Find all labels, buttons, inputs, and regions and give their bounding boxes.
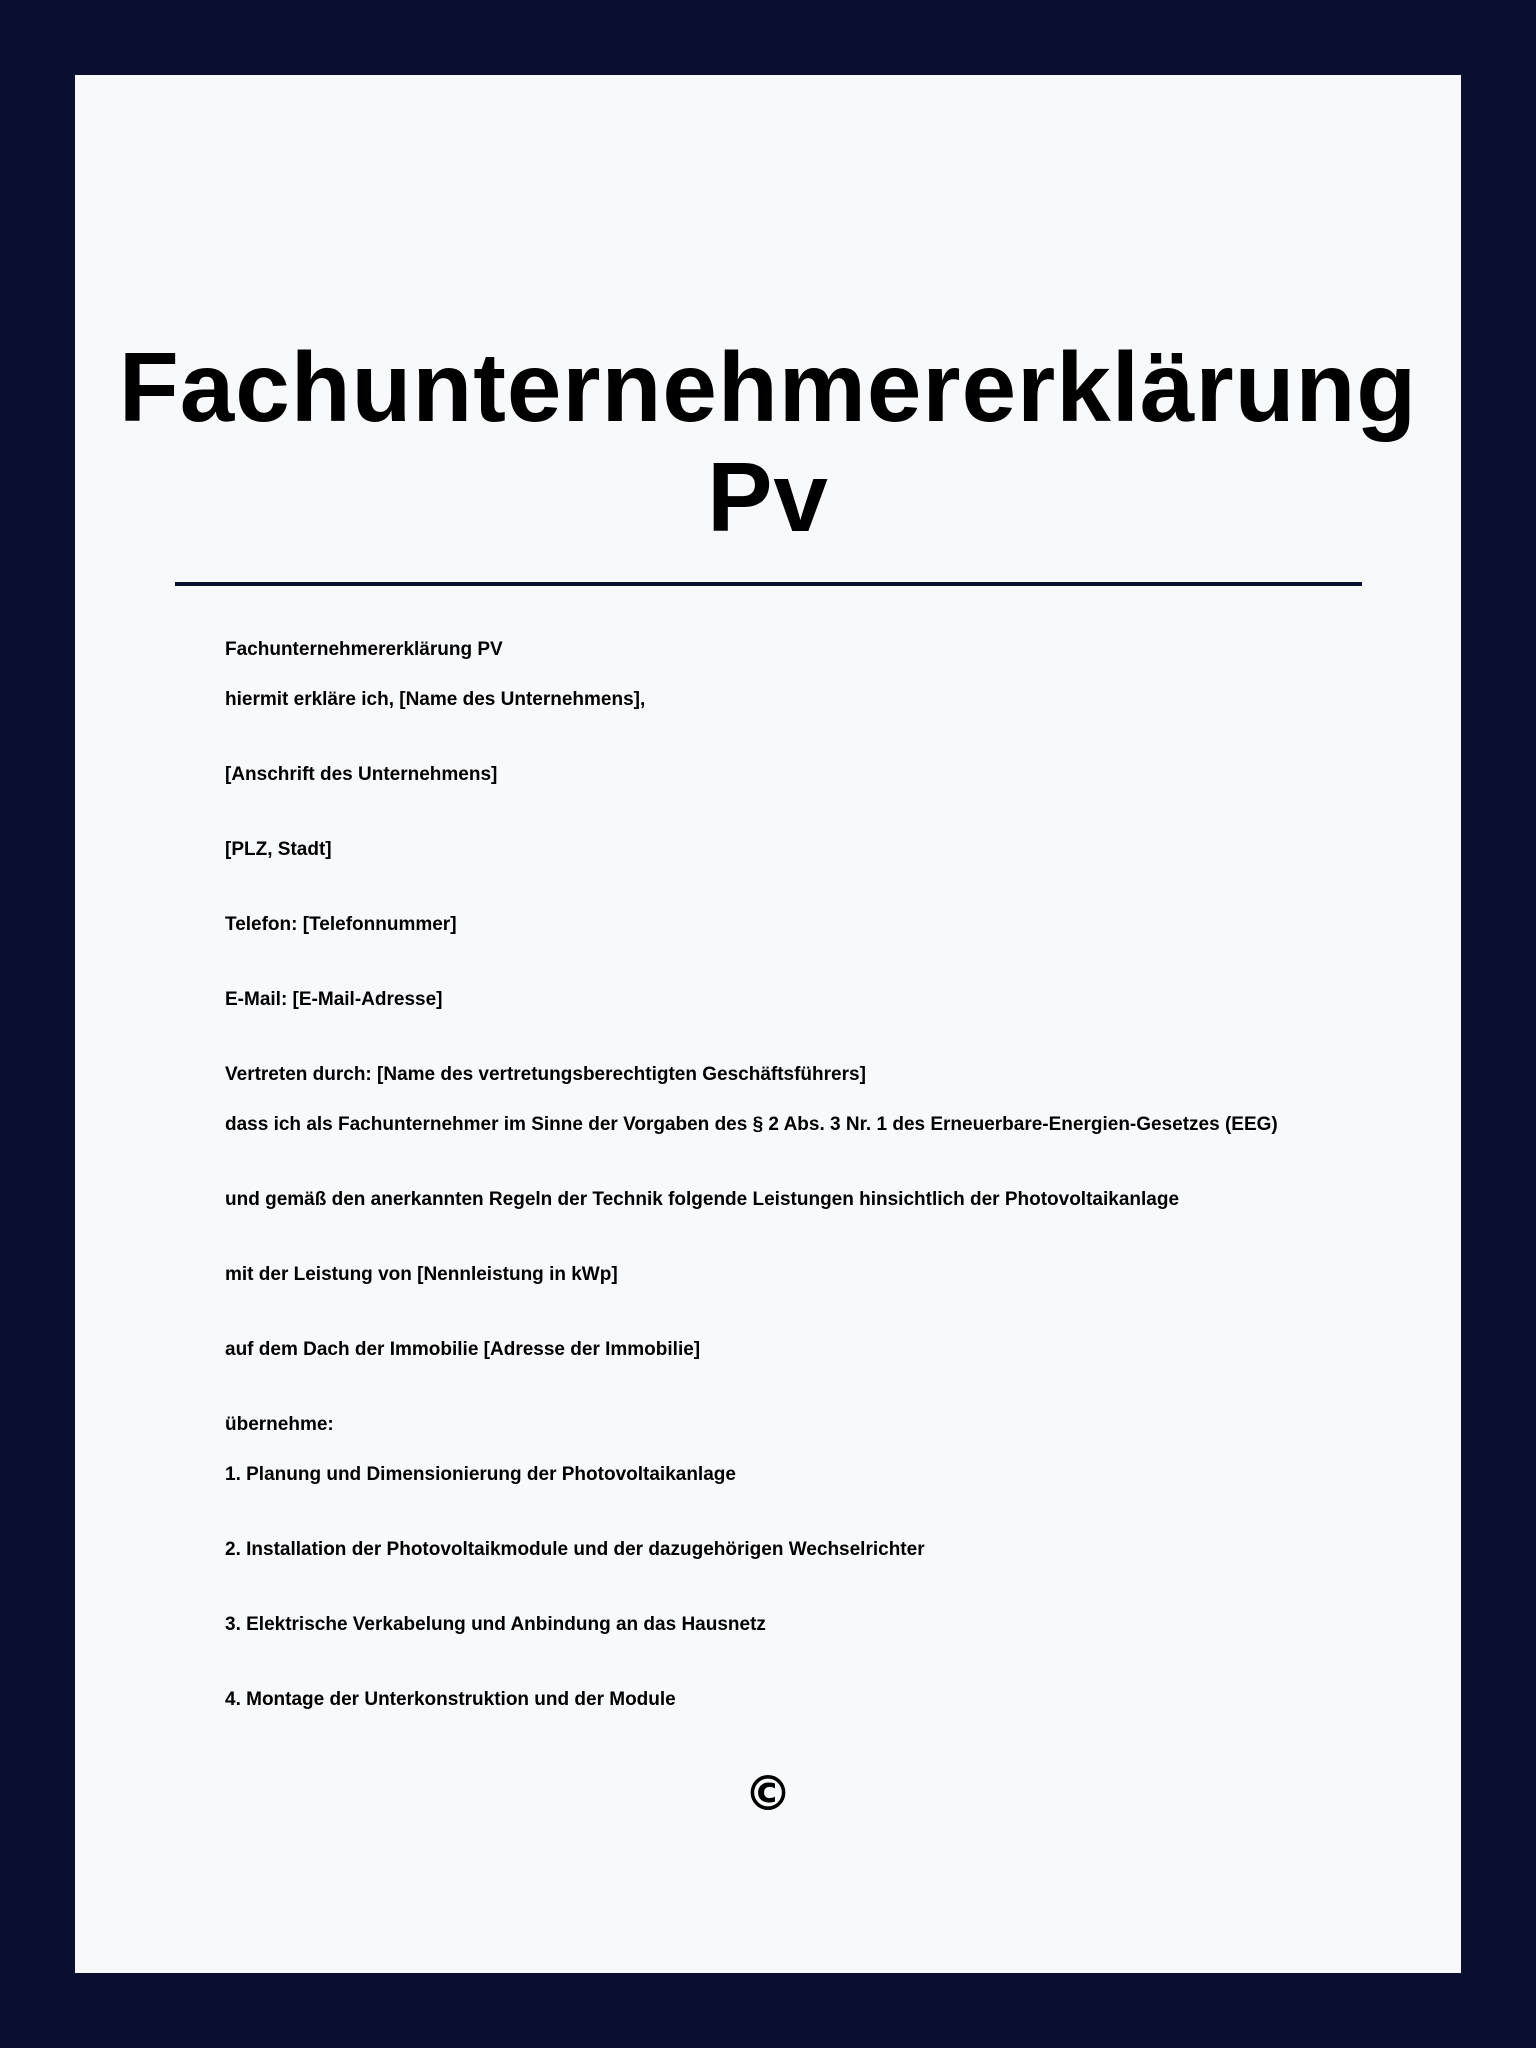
copyright-icon: © bbox=[744, 1766, 792, 1822]
body-line: 1. Planung und Dimensionierung der Photovoltaikanlage bbox=[225, 1464, 736, 1485]
body-line: E-Mail: [E-Mail-Adresse] bbox=[225, 989, 443, 1010]
body-line: 4. Montage der Unterkonstruktion und der Module bbox=[225, 1689, 676, 1710]
body-line: mit der Leistung von [Nennleistung in kWp] bbox=[225, 1264, 618, 1285]
body-line: auf dem Dach der Immobilie [Adresse der Immobilie] bbox=[225, 1339, 701, 1360]
document-title-line-1: Fachunternehmererklärung bbox=[118, 332, 1418, 442]
body-line: 2. Installation der Photovoltaikmodule und der dazugehörigen Wechselrichter bbox=[225, 1539, 925, 1560]
body-line: und gemäß den anerkannten Regeln der Technik folgende Leistungen hinsichtlich der Photovoltaikanlage bbox=[225, 1189, 1180, 1210]
body-line: [Anschrift des Unternehmens] bbox=[225, 764, 498, 785]
document-body bbox=[225, 637, 1375, 1713]
body-line: dass ich als Fachunternehmer im Sinne der Vorgaben des § 2 Abs. 3 Nr. 1 des Erneuerbare-Energien-Gesetzes (EEG) bbox=[225, 1114, 1278, 1135]
body-line: 3. Elektrische Verkabelung und Anbindung an das Hausnetz bbox=[225, 1614, 766, 1635]
body-line: Telefon: [Telefonnummer] bbox=[225, 914, 457, 935]
document-title-line-2: Pv bbox=[707, 442, 829, 552]
body-line: [PLZ, Stadt] bbox=[225, 839, 332, 860]
document-page bbox=[75, 75, 1461, 1973]
body-line: hiermit erkläre ich, [Name des Unternehmens], bbox=[225, 689, 646, 710]
body-line: übernehme: bbox=[225, 1414, 334, 1435]
body-line: Vertreten durch: [Name des vertretungsberechtigten Geschäftsführers] bbox=[225, 1064, 866, 1085]
body-line: Fachunternehmererklärung PV bbox=[225, 639, 503, 660]
document-title bbox=[75, 332, 1461, 552]
title-divider bbox=[175, 582, 1362, 586]
